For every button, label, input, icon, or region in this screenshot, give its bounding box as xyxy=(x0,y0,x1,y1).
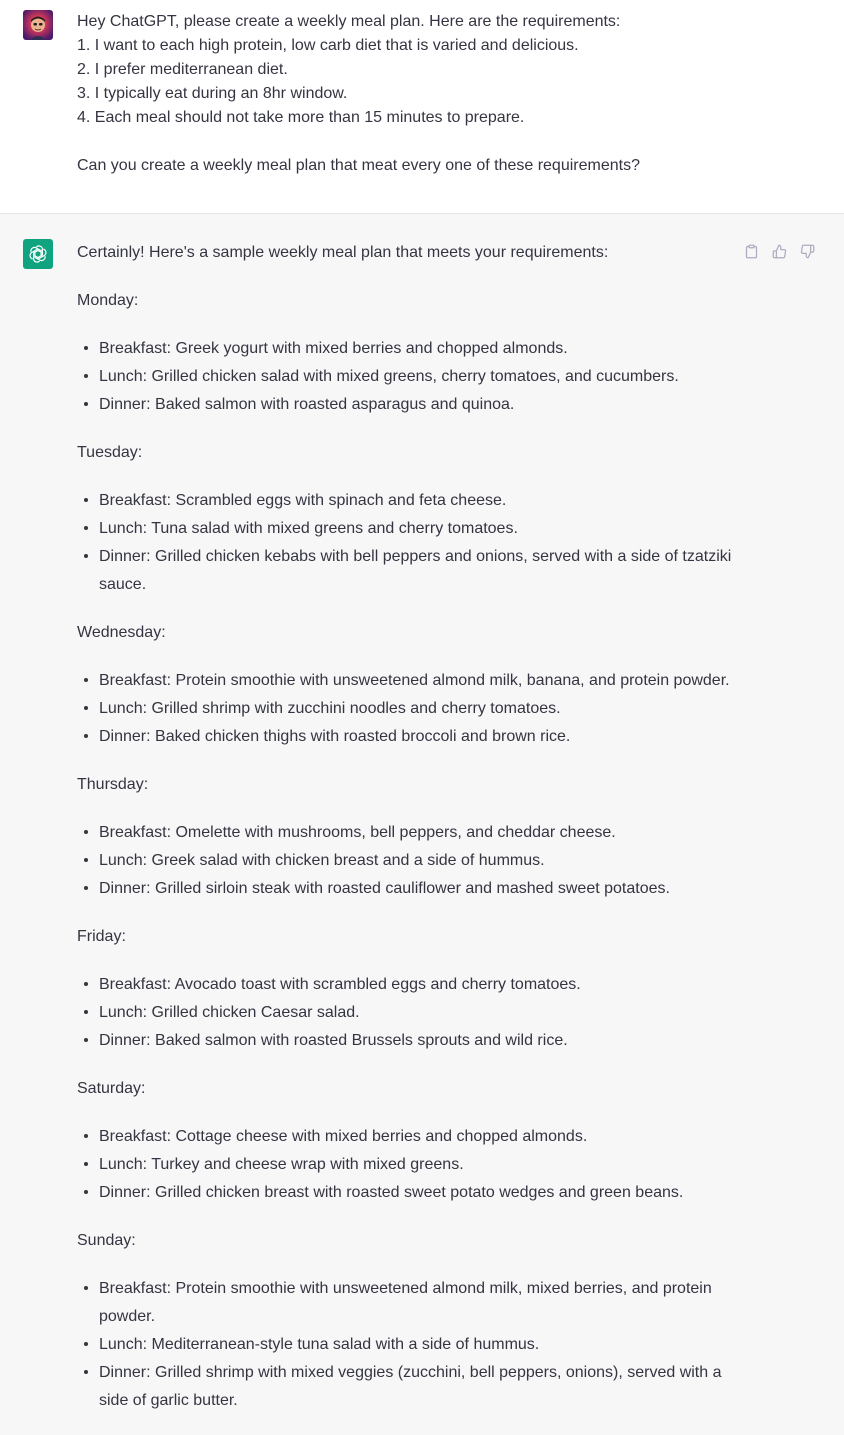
user-message xyxy=(0,0,844,214)
thumbs-down-icon xyxy=(800,244,815,259)
day-title: Friday: xyxy=(77,928,126,945)
user-line: 2. I prefer mediterranean diet. xyxy=(77,61,288,78)
meal-list xyxy=(77,819,737,903)
day-tuesday xyxy=(77,439,737,599)
day-wednesday xyxy=(77,619,737,751)
meal-item: Breakfast: Protein smoothie with unsweetened almond milk, banana, and protein powder. xyxy=(77,667,737,695)
day-title: Saturday: xyxy=(77,1080,146,1097)
meal-item: Lunch: Mediterranean-style tuna salad with a side of hummus. xyxy=(77,1331,737,1359)
day-title: Wednesday: xyxy=(77,624,166,641)
day-saturday xyxy=(77,1075,737,1207)
user-line: 1. I want to each high protein, low carb diet that is varied and delicious. xyxy=(77,37,579,54)
meal-item: Lunch: Turkey and cheese wrap with mixed greens. xyxy=(77,1151,737,1179)
day-title: Tuesday: xyxy=(77,444,143,461)
user-avatar-icon xyxy=(23,10,53,40)
user-line: 4. Each meal should not take more than 15 minutes to prepare. xyxy=(77,109,525,126)
user-line: Hey ChatGPT, please create a weekly meal plan. Here are the requirements: xyxy=(77,13,621,30)
meal-item: Lunch: Grilled chicken Caesar salad. xyxy=(77,999,737,1027)
meal-list xyxy=(77,971,737,1055)
meal-item: Breakfast: Avocado toast with scrambled eggs and cherry tomatoes. xyxy=(77,971,737,999)
assistant-message xyxy=(0,214,844,1434)
meal-item: Breakfast: Cottage cheese with mixed berries and chopped almonds. xyxy=(77,1123,737,1151)
meal-item: Dinner: Baked salmon with roasted Brussels sprouts and wild rice. xyxy=(77,1027,737,1055)
day-title: Sunday: xyxy=(77,1232,136,1249)
thumbs-up-icon xyxy=(772,244,787,259)
meal-list xyxy=(77,1275,737,1415)
meal-item: Breakfast: Protein smoothie with unsweetened almond milk, mixed berries, and protein powder. xyxy=(77,1275,737,1331)
day-monday xyxy=(77,287,737,419)
meal-list xyxy=(77,667,737,751)
user-message-text xyxy=(77,10,817,178)
assistant-intro: Certainly! Here's a sample weekly meal plan that meets your requirements: xyxy=(77,244,609,261)
user-closing-line: Can you create a weekly meal plan that meat every one of these requirements? xyxy=(77,157,640,174)
spacer xyxy=(77,130,817,154)
message-actions xyxy=(742,242,816,260)
meal-list xyxy=(77,1123,737,1207)
meal-item: Dinner: Grilled sirloin steak with roasted cauliflower and mashed sweet potatoes. xyxy=(77,875,737,903)
day-title: Monday: xyxy=(77,292,139,309)
day-sunday xyxy=(77,1227,737,1415)
day-friday xyxy=(77,923,737,1055)
meal-item: Breakfast: Omelette with mushrooms, bell peppers, and cheddar cheese. xyxy=(77,819,737,847)
thumbs-down-button[interactable] xyxy=(798,242,816,260)
meal-item: Dinner: Grilled chicken kebabs with bell peppers and onions, served with a side of tzatziki sauce. xyxy=(77,543,737,599)
openai-logo-icon xyxy=(23,239,53,269)
clipboard-icon xyxy=(744,244,759,259)
meal-item: Breakfast: Greek yogurt with mixed berries and chopped almonds. xyxy=(77,335,737,363)
meal-item: Breakfast: Scrambled eggs with spinach and feta cheese. xyxy=(77,487,737,515)
meal-item: Dinner: Baked salmon with roasted asparagus and quinoa. xyxy=(77,391,737,419)
meal-item: Lunch: Greek salad with chicken breast and a side of hummus. xyxy=(77,847,737,875)
copy-button[interactable] xyxy=(742,242,760,260)
day-title: Thursday: xyxy=(77,776,149,793)
meal-list xyxy=(77,335,737,419)
meal-item: Dinner: Grilled shrimp with mixed veggies (zucchini, bell peppers, onions), served with a side of garlic butter. xyxy=(77,1359,737,1415)
assistant-message-text xyxy=(77,239,737,1435)
meal-item: Lunch: Tuna salad with mixed greens and cherry tomatoes. xyxy=(77,515,737,543)
meal-list xyxy=(77,487,737,599)
meal-item: Dinner: Grilled chicken breast with roasted sweet potato wedges and green beans. xyxy=(77,1179,737,1207)
user-line: 3. I typically eat during an 8hr window. xyxy=(77,85,348,102)
day-thursday xyxy=(77,771,737,903)
meal-item: Dinner: Baked chicken thighs with roasted broccoli and brown rice. xyxy=(77,723,737,751)
meal-item: Lunch: Grilled shrimp with zucchini noodles and cherry tomatoes. xyxy=(77,695,737,723)
thumbs-up-button[interactable] xyxy=(770,242,788,260)
meal-item: Lunch: Grilled chicken salad with mixed greens, cherry tomatoes, and cucumbers. xyxy=(77,363,737,391)
